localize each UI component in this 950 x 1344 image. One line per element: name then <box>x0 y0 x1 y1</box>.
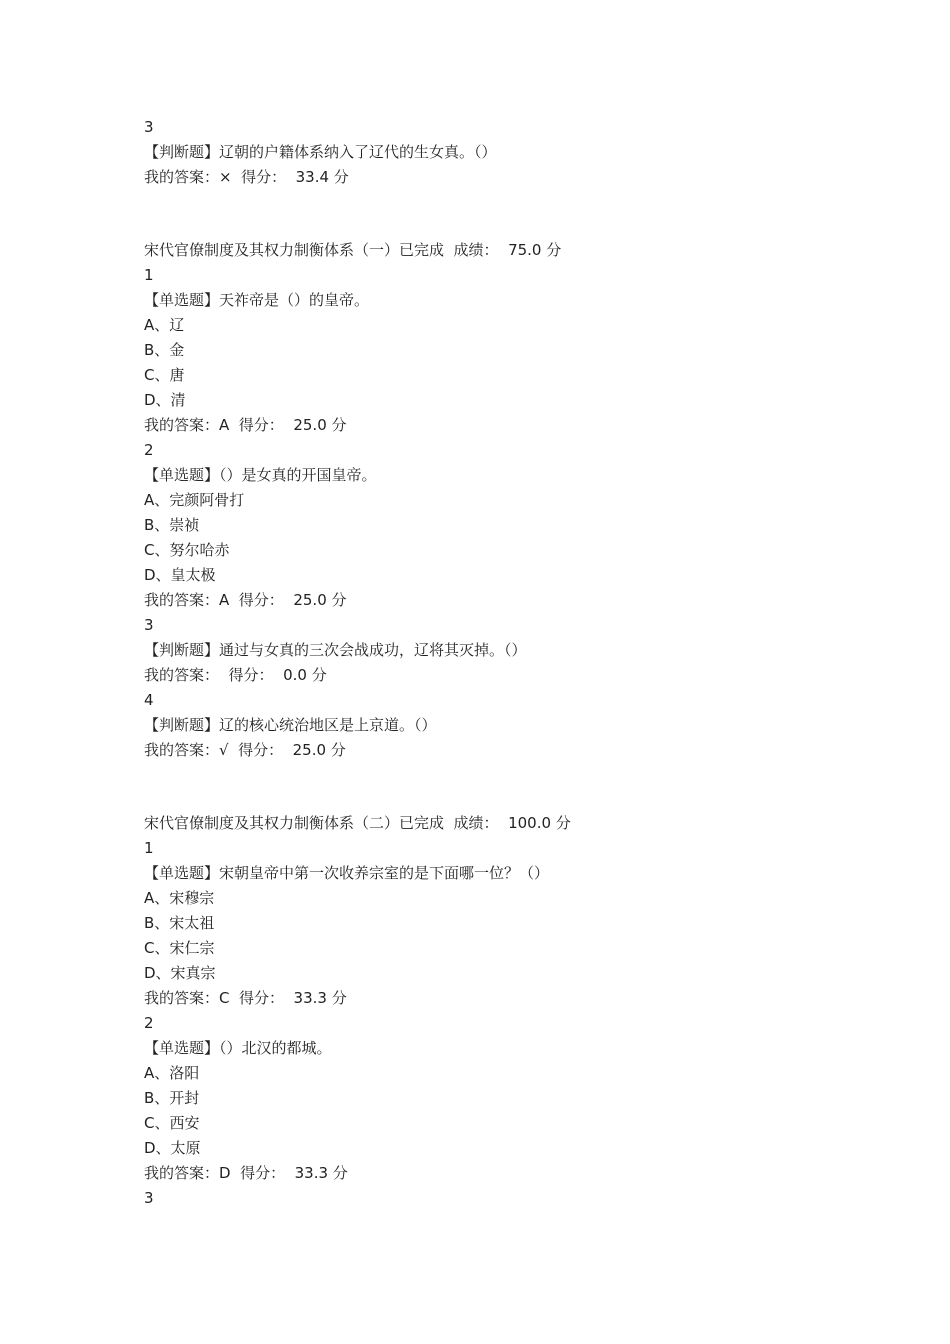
answer-option: C、唐 <box>144 366 185 384</box>
my-answer-score: 我的答案：D 得分： 33.3 分 <box>144 1164 348 1182</box>
answer-option: A、宋穆宗 <box>144 889 215 907</box>
answer-option: B、开封 <box>144 1089 200 1107</box>
question-text: 【单选题】（）北汉的都城。 <box>144 1039 332 1057</box>
section-gap <box>144 214 864 238</box>
section-header: 宋代官僚制度及其权力制衡体系（一）已完成 成绩： 75.0 分 <box>144 241 562 259</box>
question-number: 2 <box>144 441 154 459</box>
question-text: 【判断题】辽朝的户籍体系纳入了辽代的生女真。（） <box>144 143 497 161</box>
question-text: 【单选题】（）是女真的开国皇帝。 <box>144 466 377 484</box>
question-text: 【单选题】天祚帝是（）的皇帝。 <box>144 291 370 309</box>
my-answer-score: 我的答案：C 得分： 33.3 分 <box>144 989 347 1007</box>
section-gap <box>144 190 864 214</box>
answer-option: A、洛阳 <box>144 1064 200 1082</box>
my-answer-score: 我的答案：× 得分： 33.4 分 <box>144 168 349 186</box>
answer-option: D、宋真宗 <box>144 964 216 982</box>
question-text: 【判断题】通过与女真的三次会战成功，辽将其灭掉。（） <box>144 641 527 659</box>
answer-option: B、金 <box>144 341 185 359</box>
answer-option: C、西安 <box>144 1114 200 1132</box>
answer-option: D、清 <box>144 391 186 409</box>
question-number: 3 <box>144 1189 154 1207</box>
question-number: 3 <box>144 616 154 634</box>
answer-option: A、辽 <box>144 316 185 334</box>
my-answer-score: 我的答案： 得分： 0.0 分 <box>144 666 327 684</box>
answer-option: A、完颜阿骨打 <box>144 491 245 509</box>
answer-option: C、努尔哈赤 <box>144 541 230 559</box>
answer-option: C、宋仁宗 <box>144 939 215 957</box>
my-answer-score: 我的答案：√ 得分： 25.0 分 <box>144 741 346 759</box>
answer-option: D、太原 <box>144 1139 201 1157</box>
question-number: 4 <box>144 691 154 709</box>
section-gap <box>144 763 864 787</box>
question-text: 【单选题】宋朝皇帝中第一次收养宗室的是下面哪一位？（） <box>144 864 550 882</box>
answer-option: B、宋太祖 <box>144 914 215 932</box>
question-number: 2 <box>144 1014 154 1032</box>
question-number: 3 <box>144 118 154 136</box>
question-number: 1 <box>144 266 154 284</box>
document-body <box>144 115 864 1211</box>
my-answer-score: 我的答案：A 得分： 25.0 分 <box>144 416 347 434</box>
section-header: 宋代官僚制度及其权力制衡体系（二）已完成 成绩： 100.0 分 <box>144 814 571 832</box>
my-answer-score: 我的答案：A 得分： 25.0 分 <box>144 591 347 609</box>
question-text: 【判断题】辽的核心统治地区是上京道。（） <box>144 716 437 734</box>
question-number: 1 <box>144 839 154 857</box>
answer-option: B、崇祯 <box>144 516 200 534</box>
answer-option: D、皇太极 <box>144 566 216 584</box>
section-gap <box>144 787 864 811</box>
